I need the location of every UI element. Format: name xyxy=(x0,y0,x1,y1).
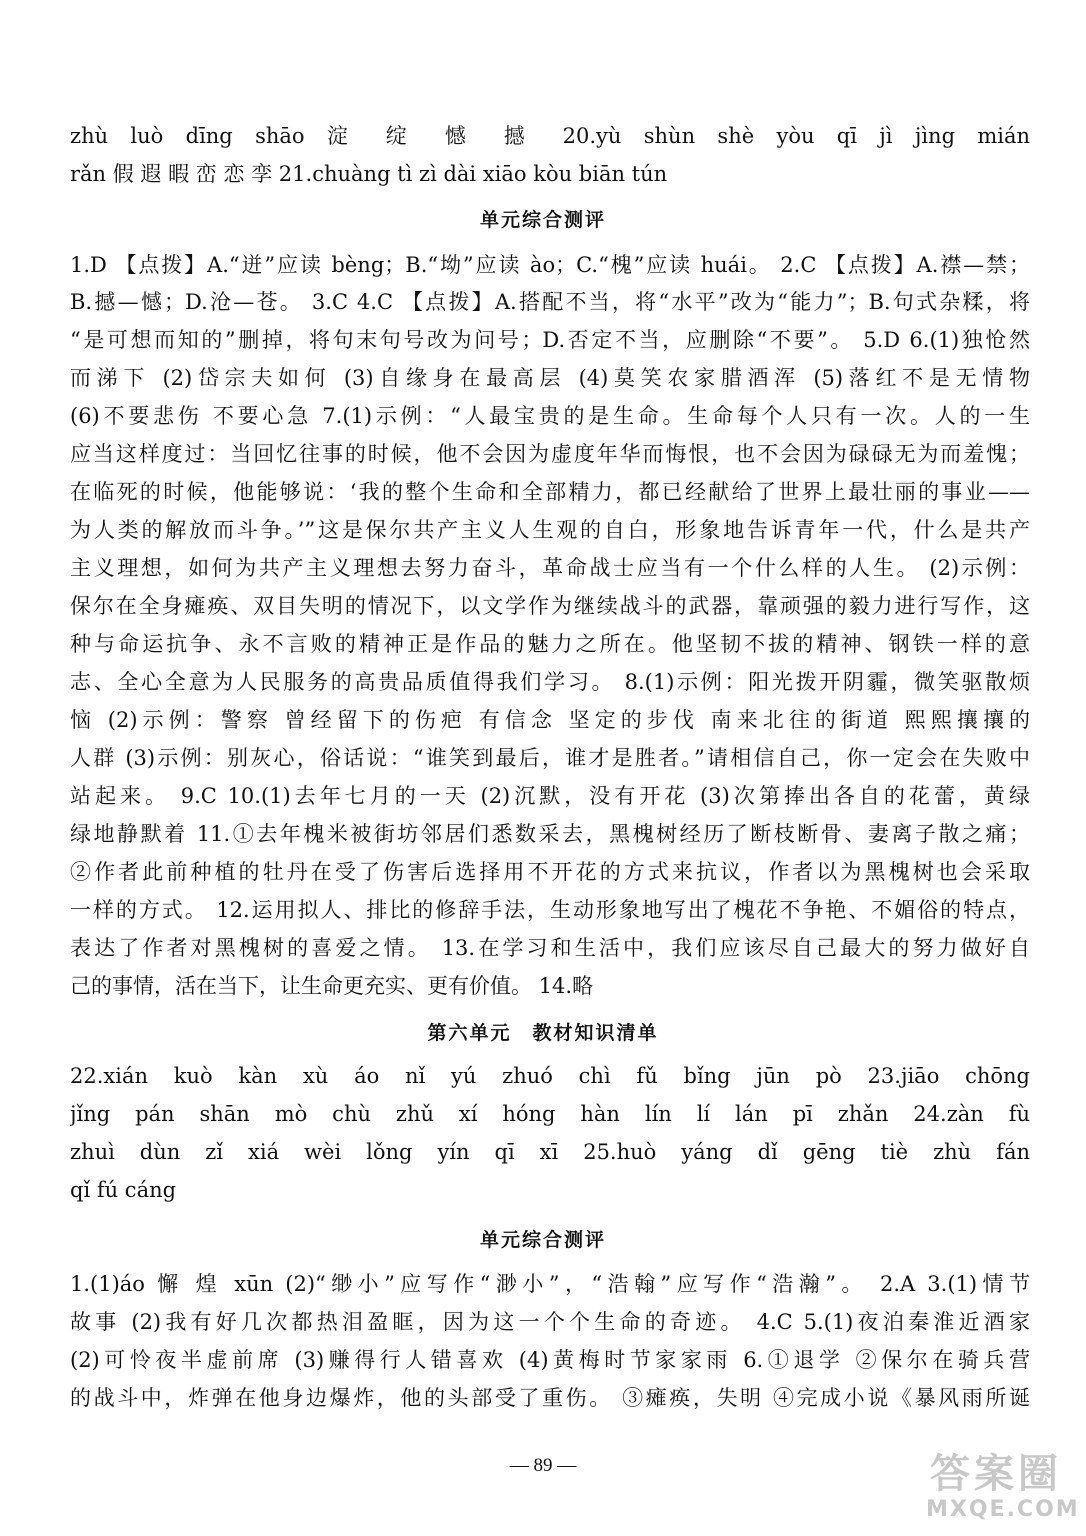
page-number: — 89 — xyxy=(509,1455,577,1476)
text-line: “是可想而知的”删掉，将句末句号改为问号；D.否定不当，应删除“不要”。 5.D 6.(1)独怆然 xyxy=(70,328,1030,352)
text-line: 己的事情，活在当下，让生命更充实、更有价值。 14.略 xyxy=(70,974,594,998)
watermark-logo xyxy=(926,1442,1080,1522)
text-line: 的战斗中，炸弹在他身边爆炸，他的头部受了重伤。 ③瘫痪，失明 ④完成小说《暴风雨所诞 xyxy=(70,1386,1030,1410)
text-line: B.撼—憾；D.沧—苍。 3.C 4.C 【点拨】A.搭配不当，将“水平”改为“能力”；B.句式杂糅，将 xyxy=(70,290,1030,314)
watermark-url: MXQE.COM xyxy=(926,1497,1080,1522)
text-line: 1.(1)áo 懈 煌 xūn (2)“缈小”应写作“渺小”，“浩翰”应写作“浩瀚”。 2.A 3.(1)情节 xyxy=(70,1272,1030,1296)
text-line: 保尔在全身瘫痪、双目失明的情况下，以文学作为继续战斗的武器，靠顽强的毅力进行写作，这 xyxy=(70,594,1030,618)
text-line: 一样的方式。 12.运用拟人、排比的修辞手法，生动形象地写出了槐花不争艳、不媚俗的特点， xyxy=(70,898,1030,922)
text-line: 种与命运抗争、永不言败的精神正是作品的魅力之所在。他坚韧不拔的精神、钢铁一样的意 xyxy=(70,632,1030,656)
text-line: 志、全心全意为人民服务的高贵品质值得我们学习。 8.(1)示例：阳光拨开阴霾，微笑驱散烦 xyxy=(70,670,1030,694)
text-line: 在临死的时候，他能够说：‘我的整个生命和全部精力，都已经献给了世界上最壮丽的事业—— xyxy=(70,480,1030,504)
text-line: (6)不要悲伤 不要心急 7.(1)示例：“人最宝贵的是生命。生命每个人只有一次。人的一生 xyxy=(70,404,1030,428)
text-line: rǎn 假 遐 暇 峦 恋 孪 21.chuàng tì zì dài xiāo kòu biān tún xyxy=(70,162,668,186)
text-line: 人群 (3)示例：别灰心，俗话说：“谁笑到最后，谁才是胜者。”请相信自己，你一定会在失败中 xyxy=(70,746,1030,770)
watermark-text: 答案圈 xyxy=(930,1451,1062,1497)
text-line: 表达了作者对黑槐树的喜爱之情。 13.在学习和生活中，我们应该尽自己最大的努力做好自 xyxy=(70,936,1030,960)
text-line: 1.D 【点拨】A.“迸”应读 bèng；B.“坳”应读 ào；C.“槐”应读 huái。 2.C 【点拨】A.襟—禁； xyxy=(70,253,1030,277)
section-title: 单元综合测评 xyxy=(479,209,606,231)
text-line: 22.xián kuò kàn xù áo nǐ yú zhuó chì fǔ bǐng jūn pò 23.jiāo chōng xyxy=(70,1064,1030,1088)
text-line: jǐng pán shān mò chù zhǔ xí hóng hàn lín lí lán pī zhǎn 24.zàn fù xyxy=(70,1102,1030,1126)
text-line: 站起来。 9.C 10.(1)去年七月的一天 (2)沉默，没有开花 (3)次第捧出各自的花蕾，黄绿 xyxy=(70,784,1030,808)
text-line: ②作者此前种植的牡丹在受了伤害后选择用不开花的方式来抗议，作者以为黑槐树也会采取 xyxy=(70,860,1030,884)
text-line: 恼 (2)示例：警察 曾经留下的伤疤 有信念 坚定的步伐 南来北往的街道 熙熙攘攘的 xyxy=(70,708,1030,732)
text-line: zhù luò dīng shāo 淀 绽 憾 撼 20.yù shùn shè yòu qī jì jìng mián xyxy=(70,124,1030,148)
text-line: 而涕下 (2)岱宗夫如何 (3)自缘身在最高层 (4)莫笑农家腊酒浑 (5)落红不是无情物 xyxy=(70,366,1030,390)
text-line: 故事 (2)我有好几次都热泪盈眶，因为这一个个生命的奇迹。 4.C 5.(1)夜泊秦淮近酒家 xyxy=(70,1310,1030,1334)
section-title: 第六单元 教材知识清单 xyxy=(427,1022,659,1044)
text-line: 为人类的解放而斗争。’”这是保尔共产主义人生观的自白，形象地告诉青年一代，什么是共产 xyxy=(70,518,1030,542)
section-title: 单元综合测评 xyxy=(479,1229,606,1251)
text-line: 应当这样度过：当回忆往事的时候，他不会因为虚度年华而悔恨，也不会因为碌碌无为而羞愧； xyxy=(70,442,1030,466)
text-line: 主义理想，如何为共产主义理想去努力奋斗，革命战士应当有一个什么样的人生。 (2)示例： xyxy=(70,556,1030,580)
text-line: 绿地静默着 11.①去年槐米被街坊邻居们悉数采去，黑槐树经历了断枝断骨、妻离子散之痛； xyxy=(70,822,1030,846)
text-line: (2)可怜夜半虚前席 (3)赚得行人错喜欢 (4)黄梅时节家家雨 6.①退学 ②保尔在骑兵营 xyxy=(70,1348,1030,1372)
text-line: qǐ fú cáng xyxy=(70,1178,177,1202)
text-line: zhuì dùn zǐ xiá wèi lǒng yín qī xī 25.huò yáng dǐ gēng tiè zhù fán xyxy=(70,1140,1030,1164)
